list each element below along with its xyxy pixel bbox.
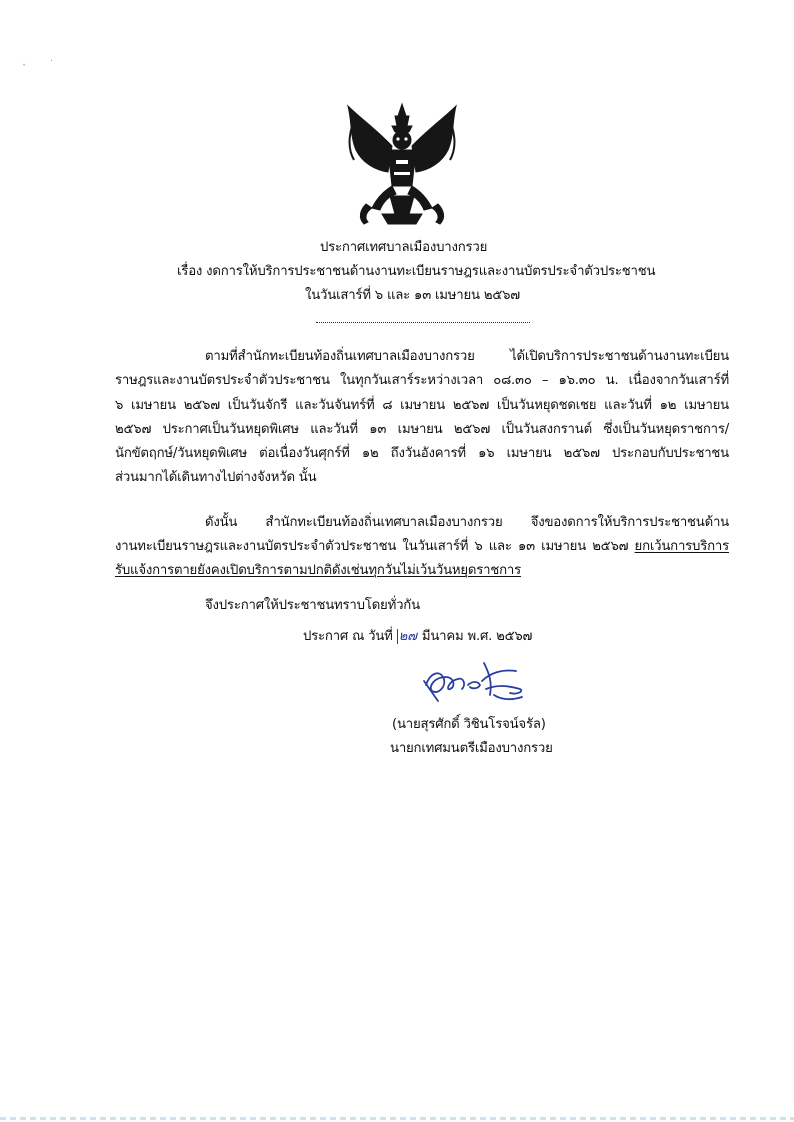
- closing-statement: จึงประกาศให้ประชาชนทราบโดยทั่วกัน: [205, 598, 420, 613]
- paragraph-2-text: งานทะเบียนราษฎรและงานบัตรประจำตัวประชาชน ในวันเสาร์ที่ ๖ และ ๑๓ เมษายน ๒๕๖๗: [115, 539, 635, 554]
- paragraph-1-line: ๖ เมษายน ๒๕๖๗ เป็นวันจักรี และวันจันทร์ที่ ๘ เมษายน ๒๕๖๗ เป็นวันหยุดชดเชย และวันที่ ๑๒ เมษายน: [115, 398, 729, 413]
- paragraph-1-line: ส่วนมากได้เดินทางไปต่างจังหวัด นั้น: [115, 470, 317, 485]
- exception-notice: ยกเว้นการบริการ: [634, 539, 729, 554]
- announcement-date: [303, 629, 532, 645]
- exception-notice-continued: รับแจ้งการตายยังคงเปิดบริการตามปกติดังเช่นทุกวันไม่เว้นวันหยุดราชการ: [115, 563, 522, 578]
- paragraph-1-line: ราษฎรและงานบัตรประจำตัวประชาชน ในทุกวันเสาร์ระหว่างเวลา ๐๘.๓๐ – ๑๖.๓๐ น. เนื่องจากวันเสาร์ที่: [115, 373, 729, 388]
- paragraph-1-line: นักขัตฤกษ์/วันหยุดพิเศษ ต่อเนื่องวันศุกร์ที่ ๑๒ ถึงวันอังคารที่ ๑๖ เมษายน ๒๕๖๗ ประกอบกับประชาชน: [115, 446, 729, 461]
- paragraph-1-line: ตามที่สำนักทะเบียนท้องถิ่นเทศบาลเมืองบางกรวย ได้เปิดบริการประชาชนด้านงานทะเบียน: [205, 349, 729, 364]
- handwritten-signature: [420, 655, 530, 707]
- subject-line: เรื่อง งดการให้บริการประชาชนด้านงานทะเบียนราษฎรและงานบัตรประจำตัวประชาชน: [177, 264, 656, 279]
- scan-speck: ˇ: [22, 64, 27, 74]
- paragraph-2-line: [115, 539, 729, 555]
- paragraph-1-line: ๒๕๖๗ ประกาศเป็นวันหยุดพิเศษ และวันที่ ๑๓ เมษายน ๒๕๖๗ เป็นวันสงกรานต์ ซึ่งเป็นวันหยุดราชการ/: [115, 422, 729, 437]
- announcement-title: ประกาศเทศบาลเมืองบางกรวย: [320, 240, 488, 255]
- signatory-name: (นายสุรศักดิ์ วิชินโรจน์จรัล): [392, 717, 546, 732]
- announcement-date-prefix: ประกาศ ณ วันที่: [303, 629, 397, 644]
- scan-edge: [0, 1117, 794, 1120]
- header-divider: [316, 322, 530, 323]
- announcement-date-suffix: มีนาคม พ.ศ. ๒๕๖๗: [417, 629, 533, 644]
- announcement-day: ๒๗: [398, 629, 417, 644]
- garuda-emblem-icon: [342, 100, 462, 230]
- signatory-position: นายกเทศมนตรีเมืองบางกรวย: [390, 741, 553, 756]
- subject-date-line: ในวันเสาร์ที่ ๖ และ ๑๓ เมษายน ๒๕๖๗: [305, 288, 520, 303]
- scan-speck: .: [50, 54, 53, 64]
- paragraph-2-line: ดังนั้น สำนักทะเบียนท้องถิ่นเทศบาลเมืองบางกรวย จึงของดการให้บริการประชาชนด้าน: [205, 515, 729, 530]
